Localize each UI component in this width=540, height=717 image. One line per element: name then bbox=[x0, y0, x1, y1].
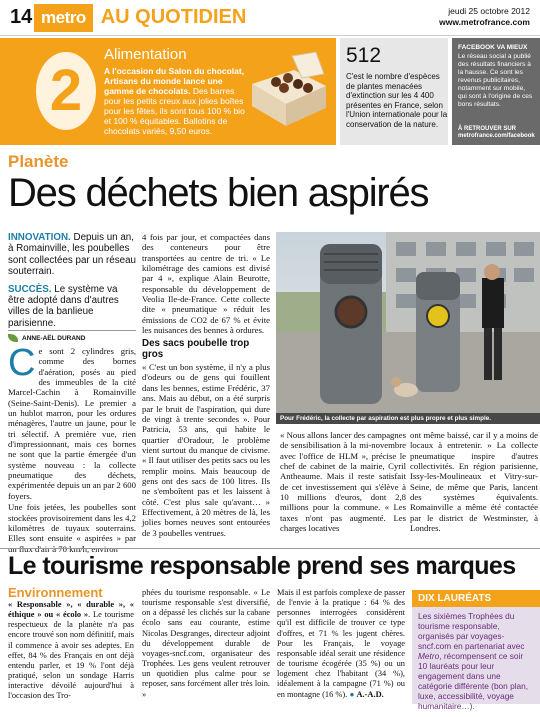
leaf-icon bbox=[8, 334, 18, 342]
alimentation-text-bold: A l'occasion du Salon du chocolat, Artisans du monde lance une gamme de chocolats. bbox=[104, 66, 245, 96]
facebook-link-label: À RETROUVER SUR bbox=[458, 126, 517, 132]
laureats-box bbox=[412, 590, 540, 711]
laureats-text-1: Les sixièmes Trophées du tourisme responsable, organisés par voyages-sncf.com en partenariat avec bbox=[418, 611, 525, 651]
article-p3: 4 fois par jour, et compactées dans des conteneurs pour être transportées au centre de tri. « Le kilométrage des camions est divisé par 4 », explique Alain Beurotte, responsable du développement de Veolia Ile-de-France. Cette collecte dite « pneumatique » réduit les émissions de CO2 de 67 % et évite les nuisances des bennes à ordures. bbox=[142, 232, 270, 336]
plants-stat-number: 512 bbox=[346, 44, 382, 67]
facebook-title: FACEBOOK VA MIEUX bbox=[458, 44, 528, 51]
metro-logo[interactable]: metro bbox=[34, 4, 93, 32]
plants-stat-box bbox=[340, 38, 448, 145]
article2-p1-bold: « Responsable », « durable », « éthique » ou « écolo » bbox=[8, 600, 134, 620]
facebook-link[interactable] bbox=[458, 126, 535, 140]
article-column-3 bbox=[280, 430, 406, 533]
article-p5: « Nous allons lancer des campagnes de sensibilisation à la mi-novembre avec l'office de HLM », précise le chef de cabinet de la mairie, Cyril Antheaume. Mais il reste satisfait de cet investissement qui s'élève à 10 millions d'euros, dont 2,8 millions pour la commune. « Les taxes n'ont pas augmenté. Les charges locatives bbox=[280, 430, 406, 534]
article2-p3: Mais il est parfois complexe de passer de l'envie à la pratique : 64 % des personnes interrogées considèrent qu'il est difficile de trouver ce type d'offres, et 71 % les jugent chères. Pour les Français, le voyage responsable idéal serait une résidence de tourisme écogérée (35 %) ou un logement chez l'habitant (34 %), idéalement à la campagne (71 %) ou en montagne (16 %). bbox=[277, 588, 405, 699]
article-headline: Des déchets bien aspirés bbox=[8, 171, 429, 215]
article-column-1 bbox=[8, 342, 136, 554]
laureats-text-2: , récompensent ce soir 10 lauréats pour leur engagement dans une catégorie différente (bon plan, luxe, accessibilité, voyage humanitaire…). bbox=[418, 651, 529, 711]
lead1-text: Depuis un an, à Romainville, les poubelles sont collectées par un réseau souterrain. bbox=[8, 232, 136, 278]
article-photo bbox=[276, 232, 540, 424]
article-p4: « C'est un bon système, il n'y a plus d'odeurs ou de gens qui fouillent dans les bennes, estime Frédéric, 37 ans. Mais au début, on a été surpris par le bruit de l'aspiration, qui dure de vingt à trente secondes ». Pour Patricia, 53 ans, qui habite le quartier d'Oradour, le problème vient surtout du manque de civisme. « Il faut utiliser des petits sacs ou les remplir moins. Mais beaucoup de gens ont des sacs de 100 litres. Ils ne s'emboîtent pas et les laissent à côté. C'est plus sale qu'avant… » Effectivement, à 20 mètres de là, les jolies bornes neuves sont entourées de 3 poubelles ventrues. bbox=[142, 362, 270, 538]
alimentation-text bbox=[104, 66, 246, 136]
lead1-key: INNOVATION. bbox=[8, 232, 71, 243]
article-author bbox=[8, 330, 136, 342]
section-divider bbox=[0, 548, 540, 549]
article2-signature: A.-A.D. bbox=[356, 689, 384, 699]
article-subhead: Des sacs poubelle trop gros bbox=[142, 338, 250, 360]
article2-column-3: Mais il est parfois complexe de passer de l'envie à la pratique : 64 % des personnes interrogées considèrent qu'il est difficile de trouver ce type d'offres, et 71 % les jugent chères. Pour les Français, le voyage responsable idéal serait une résidence de tourisme écogérée (35 %) ou un logement chez l'habitant (34 %), idéalement à la campagne (71 %) ou en montagne (16 %). ● A.-A.D. bbox=[277, 588, 405, 699]
page-number: 14 bbox=[10, 6, 33, 28]
plants-stat-text: C'est le nombre d'espèces de plantes menacées d'extinction sur les 4 400 présentes en France, selon l'Union internationale pour la conservation de la nature. bbox=[346, 72, 448, 129]
article-kicker: Planète bbox=[8, 152, 69, 171]
author-name: ANNE-AËL DURAND bbox=[22, 334, 86, 342]
article-column-2 bbox=[142, 232, 270, 538]
laureats-text-metro: Metro bbox=[418, 651, 440, 661]
alimentation-box bbox=[0, 38, 336, 145]
chocolate-box-icon bbox=[246, 50, 330, 134]
alimentation-text-rest: Des barres pour les petits creux aux jolies boîtes pour les fêtes, ils sont tous 100 % bio et 100 % équitables. Ballotins de chocolats variés, 9,50 euros. bbox=[104, 86, 245, 136]
facebook-text: Le réseau social a publié des résultats financiers à la hausse. Ce sont les revenus publicitaires, notamment sur mobile, qui sont à l'origine de ces bons résultats. bbox=[458, 53, 533, 108]
article-column-4 bbox=[410, 430, 538, 533]
article-p2: Une fois jetées, les poubelles sont stockées provisoirement dans les 4,2 kilomètres de tuyaux souterrains. Elles sont ensuite « aspirées » par bbox=[8, 502, 136, 544]
photo-caption: Pour Frédéric, la collecte par aspiration est plus propre et plus simple. bbox=[276, 413, 540, 424]
laureats-text bbox=[412, 607, 540, 715]
drop-cap: C bbox=[8, 342, 36, 384]
article2-p1: . Le tourisme respectueux de la planète n'a pas encore trouvé son nom définitif, mais il commence à avoir ses adeptes. En effet, 84 % des Français en ont déjà entendu parler, et 19 % l'ont déjà pratiqué, selon un sondage Harris interactive dévoilé aujourd'hui à l'occasion des Tro- bbox=[8, 610, 134, 701]
article2-headline: Le tourisme responsable prend ses marques bbox=[8, 552, 516, 580]
alimentation-number: 2 bbox=[36, 52, 96, 130]
facebook-box bbox=[452, 38, 540, 145]
facebook-link-url[interactable]: metrofrance.com/facebook bbox=[458, 133, 535, 139]
alimentation-title: Alimentation bbox=[104, 46, 187, 63]
article-p1: e sont 2 cylindres gris, comme des bornes d'aération, posés au pied des immeubles de la cité Marcel-Cachin à Romainville (Seine-Saint-Denis). Le premier a un hublot marron, pour les ordures ménagères, l'autre un jaune, pour le tri sélectif. A première vue, rien d'impressionnant, mais ces bornes ne sont que la partie émergée d'un système nouveau : la collecte pneumatique des déchets, expérimentée depuis un an par 2 600 foyers. bbox=[8, 346, 136, 501]
article2-section: Environnement bbox=[8, 585, 103, 600]
laureats-title: DIX LAURÉATS bbox=[412, 590, 540, 607]
header-date: jeudi 25 octobre 2012 bbox=[448, 6, 530, 16]
page-header bbox=[0, 0, 540, 36]
header-site-link[interactable]: www.metrofrance.com bbox=[439, 17, 530, 27]
article-lead bbox=[8, 232, 136, 329]
lead2-key: SUCCÈS. bbox=[8, 283, 52, 295]
building-bins-illustration bbox=[276, 232, 540, 424]
section-title: AU QUOTIDIEN bbox=[100, 6, 247, 28]
top-band bbox=[0, 38, 540, 145]
article2-p2: phées du tourisme responsable. « Le tourisme responsable s'est diversifié, on a dépassé les clichés sur la cabane écolo sans eau courante, estime Nicolas Desgranges, directeur adjoint du développement durable de voyages-sncf.com, organisateur des Trophées. Les gens veulent retrouver un quotidien plus calme pour se reposer, sans forcément aller très loin. » bbox=[142, 588, 270, 699]
lead2-text: Le système va être adopté dans d'autres villes de la banlieue parisienne. bbox=[8, 283, 119, 329]
article-p6: ont même baissé, car il y a moins de locaux à entretenir. » La collecte pneumatique inspire d'autres collectivités. En région parisienne, Issy-les-Moulineaux et Vitry-sur-Seine, de même que Paris, lancent des systèmes équivalents. Romainville a même été contactée par le district de Westminster, à Londres. bbox=[410, 430, 538, 534]
header-date-block bbox=[439, 6, 530, 28]
article2-column-2 bbox=[142, 588, 270, 700]
article2-column-1 bbox=[8, 600, 134, 702]
